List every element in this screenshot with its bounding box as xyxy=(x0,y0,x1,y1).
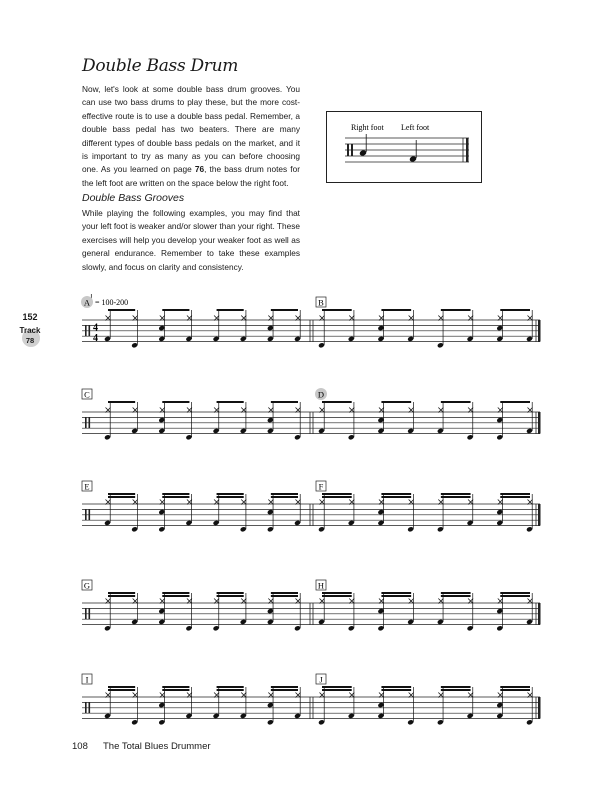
time-signature-bottom: 4 xyxy=(93,333,98,345)
staff-system xyxy=(81,296,541,348)
example-label: J xyxy=(319,674,323,685)
percussion-clef xyxy=(85,702,87,713)
legend-left-foot-label: Left foot xyxy=(401,123,430,132)
example-label: C xyxy=(84,389,90,400)
subheading: Double Bass Grooves xyxy=(82,192,185,204)
percussion-clef xyxy=(89,417,91,428)
example-label: A xyxy=(83,297,91,308)
staff-system xyxy=(82,674,541,725)
end-barline xyxy=(538,412,541,434)
end-barline xyxy=(538,320,541,342)
legend-right-foot-label: Right foot xyxy=(351,123,384,132)
example-label: E xyxy=(84,481,90,492)
example-label: H xyxy=(317,580,325,591)
example-label: F xyxy=(318,481,324,492)
example-label: I xyxy=(85,674,89,685)
body-paragraph: While playing the following examples, you may find that your left foot is weaker and/or slower than your right. These exercises will help you develop your weaker foot as well as general endurance. Remember to take these examples slowly, and focus on clarity and consistency. xyxy=(82,208,300,272)
book-title: The Total Blues Drummer xyxy=(103,741,211,752)
end-barline xyxy=(538,603,541,625)
systems xyxy=(81,296,541,725)
percussion-clef xyxy=(89,509,91,520)
percussion-clef xyxy=(89,325,91,336)
percussion-clef xyxy=(89,702,91,713)
percussion-clef xyxy=(89,608,91,619)
staff-system xyxy=(82,481,541,532)
staff-system xyxy=(82,580,541,631)
staff-system xyxy=(82,388,541,440)
percussion-clef xyxy=(85,325,87,336)
section-title: Double Bass Drum xyxy=(82,56,239,76)
percussion-clef xyxy=(85,417,87,428)
intro-text: Now, let's look at some double bass drum grooves. You can use two bass drums to play these, but the more cost-effective route is to use a double bass pedal. Remember, a double bass pedal has two beaters. There are many different types of double bass pedals on the market, and it is important to try as many as you can before choosing one. As you learned on page xyxy=(82,84,300,175)
example-label: G xyxy=(83,580,91,591)
end-barline xyxy=(538,504,541,526)
example-label: B xyxy=(318,297,324,308)
page-reference: 76 xyxy=(194,164,205,175)
percussion-clef xyxy=(85,608,87,619)
percussion-clef xyxy=(85,509,87,520)
end-barline xyxy=(538,697,541,719)
intro-text-end: , the bass drum notes for the left foot are written on the space below the right foot. xyxy=(82,164,300,188)
track-cd-number: 78 xyxy=(25,336,35,345)
example-label: D xyxy=(317,389,325,400)
track-label: Track xyxy=(19,326,41,335)
track-number: 152 xyxy=(22,312,38,322)
time-signature-top: 4 xyxy=(93,322,98,334)
tempo-text: = 100-200 xyxy=(95,298,129,307)
page-number: 108 xyxy=(72,741,88,752)
